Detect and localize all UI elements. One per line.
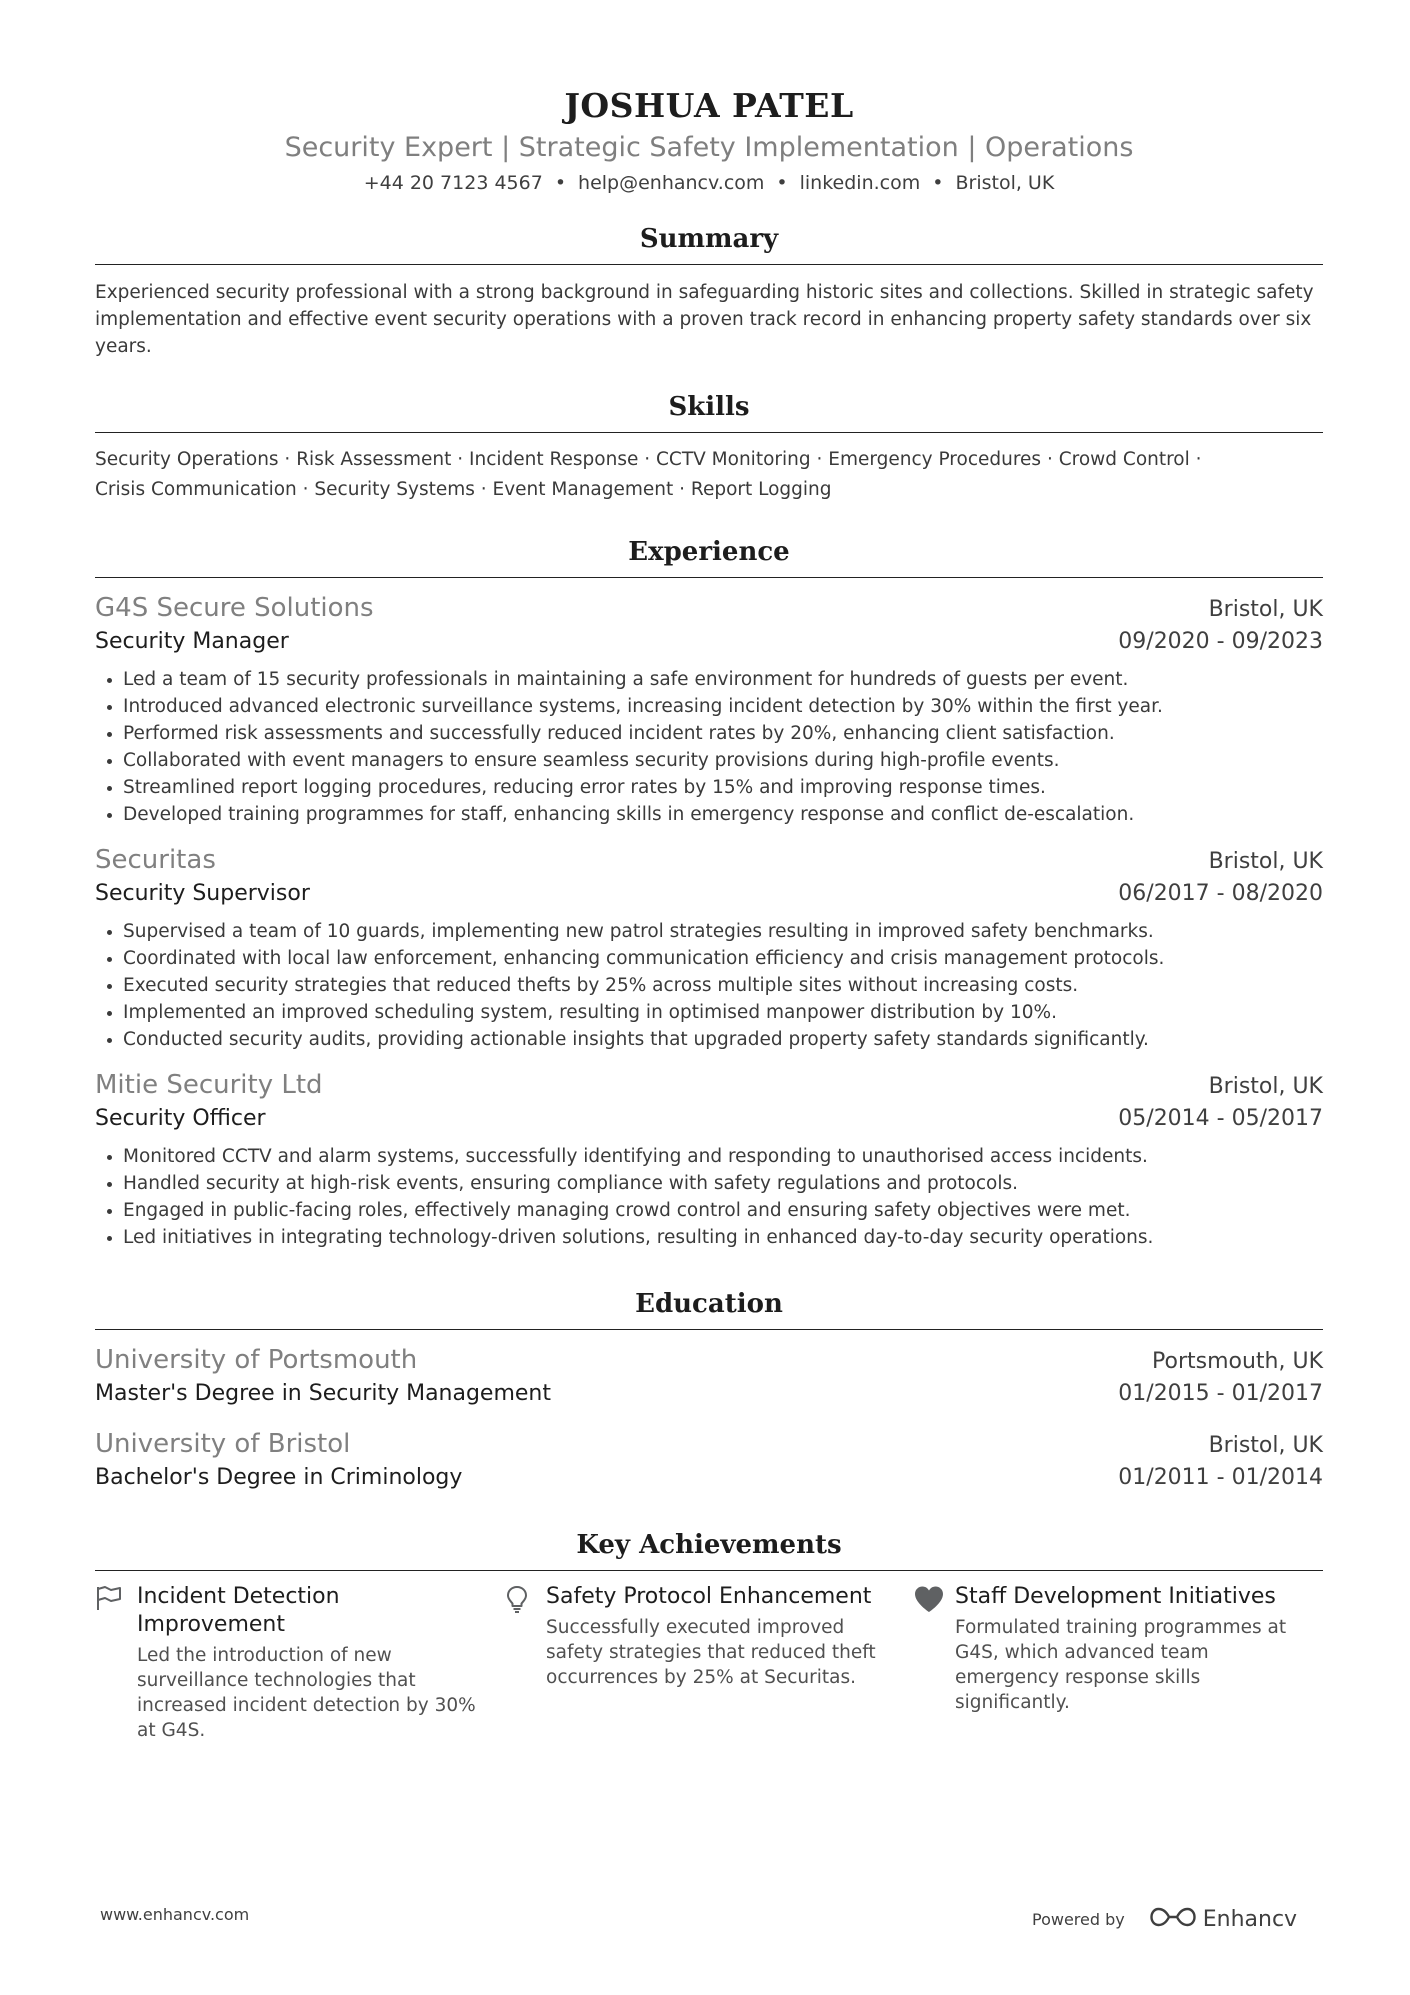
- job-title: Security Manager: [95, 629, 289, 654]
- separator-dot: •: [554, 172, 567, 194]
- skills-list: [95, 445, 1323, 505]
- achievement-title: Incident Detection Improvement: [137, 1584, 340, 1637]
- lightbulb-icon: [504, 1583, 546, 1743]
- education-dates: 01/2011 - 01/2014: [1118, 1465, 1323, 1490]
- section-title-experience: Experience: [95, 535, 1323, 578]
- education-entry: [95, 1342, 1323, 1410]
- skills-line: Security Operations · Risk Assessment · Incident Response · CCTV Monitoring · Emergency Procedures · Crowd Control ·: [95, 449, 1202, 470]
- company-name: G4S Secure Solutions: [95, 593, 374, 623]
- job-location: Bristol, UK: [1208, 597, 1323, 622]
- bullet-item: • Collaborated with event managers to ensure seamless security provisions during high-profile events.: [123, 747, 1323, 774]
- school-name: University of Portsmouth: [95, 1345, 418, 1375]
- school-location: Bristol, UK: [1208, 1433, 1323, 1458]
- section-title-summary: Summary: [95, 222, 1323, 265]
- experience-entry: [95, 590, 1323, 828]
- experience-entry: [95, 842, 1323, 1053]
- resume-page: [95, 0, 1323, 1743]
- bullet-item: • Supervised a team of 10 guards, implementing new patrol strategies resulting in improved safety benchmarks.: [123, 918, 1323, 945]
- flag-icon: [95, 1583, 137, 1743]
- section-title-skills: Skills: [95, 390, 1323, 433]
- location-text: Bristol, UK: [955, 172, 1055, 194]
- achievement-item: [95, 1583, 504, 1743]
- bullet-list: [95, 918, 1323, 1053]
- bullet-item: • Performed risk assessments and successfully reduced incident rates by 20%, enhancing client satisfaction.: [123, 720, 1323, 747]
- bullet-item: • Led a team of 15 security professionals in maintaining a safe environment for hundreds of guests per event.: [123, 666, 1323, 693]
- resume-header: [95, 0, 1323, 196]
- company-name: Mitie Security Ltd: [95, 1070, 323, 1100]
- separator-dot: •: [932, 172, 944, 194]
- education-section: [95, 1287, 1323, 1494]
- heart-icon: [913, 1583, 955, 1743]
- bullet-item: • Conducted security audits, providing actionable insights that upgraded property safety standards significantly.: [123, 1026, 1323, 1053]
- achievements-grid: [95, 1583, 1323, 1743]
- linkedin-link[interactable]: linkedin.com: [799, 172, 921, 194]
- skills-line: Crisis Communication · Security Systems · Event Management · Report Logging: [95, 479, 832, 500]
- section-title-education: Education: [95, 1287, 1323, 1330]
- job-title: Security Officer: [95, 1106, 266, 1131]
- footer-website-link[interactable]: www.enhancv.com: [100, 1905, 250, 1924]
- achievement-description: Led the introduction of new surveillance technologies that increased incident detection by 30% at G4S.: [137, 1645, 476, 1741]
- bullet-item: • Monitored CCTV and alarm systems, successfully identifying and responding to unauthorised access incidents.: [123, 1143, 1323, 1170]
- email-link[interactable]: help@enhancv.com: [578, 172, 765, 194]
- footer-brand: [1032, 1905, 1297, 1933]
- section-title-achievements: Key Achievements: [95, 1528, 1323, 1571]
- job-dates: 06/2017 - 08/2020: [1118, 881, 1323, 906]
- skills-section: [95, 390, 1323, 505]
- bullet-item: • Led initiatives in integrating technology-driven solutions, resulting in enhanced day-to-day security operations.: [123, 1224, 1323, 1251]
- experience-entry: [95, 1067, 1323, 1251]
- bullet-list: [95, 1143, 1323, 1251]
- achievement-item: [504, 1583, 913, 1743]
- achievement-title: Staff Development Initiatives: [955, 1584, 1276, 1609]
- enhancv-logo-icon: [1149, 1905, 1197, 1933]
- phone-number: +44 20 7123 4567: [363, 172, 543, 194]
- bullet-item: • Implemented an improved scheduling system, resulting in optimised manpower distribution by 10%.: [123, 999, 1323, 1026]
- job-dates: 05/2014 - 05/2017: [1118, 1106, 1323, 1131]
- education-dates: 01/2015 - 01/2017: [1118, 1381, 1323, 1406]
- bullet-item: • Introduced advanced electronic surveillance systems, increasing incident detection by 30% within the first year.: [123, 693, 1323, 720]
- degree-name: Master's Degree in Security Management: [95, 1381, 552, 1406]
- school-name: University of Bristol: [95, 1429, 351, 1459]
- bullet-item: • Executed security strategies that reduced thefts by 25% across multiple sites without increasing costs.: [123, 972, 1323, 999]
- job-location: Bristol, UK: [1208, 849, 1323, 874]
- separator-dot: •: [776, 172, 788, 194]
- achievement-item: [913, 1583, 1322, 1743]
- bullet-list: [95, 666, 1323, 828]
- job-dates: 09/2020 - 09/2023: [1118, 629, 1323, 654]
- achievement-description: Successfully executed improved safety strategies that reduced theft occurrences by 25% at Securitas.: [546, 1617, 876, 1688]
- bullet-item: • Handled security at high-risk events, ensuring compliance with safety regulations and protocols.: [123, 1170, 1323, 1197]
- experience-section: [95, 535, 1323, 1251]
- bullet-item: • Streamlined report logging procedures, reducing error rates by 15% and improving response times.: [123, 774, 1323, 801]
- bullet-item: • Engaged in public-facing roles, effectively managing crowd control and ensuring safety objectives were met.: [123, 1197, 1323, 1224]
- job-title: Security Supervisor: [95, 881, 310, 906]
- bullet-item: • Developed training programmes for staff, enhancing skills in emergency response and conflict de-escalation.: [123, 801, 1323, 828]
- summary-text: Experienced security professional with a strong background in safeguarding historic sites and collections. Skilled in strategic safety implementation and effective event security operations with a proven track record in enhancing property safety standards over six years.: [95, 282, 1314, 357]
- degree-name: Bachelor's Degree in Criminology: [95, 1465, 463, 1490]
- job-location: Bristol, UK: [1208, 1074, 1323, 1099]
- contact-line: [95, 170, 1323, 196]
- powered-by-label: Powered by: [1032, 1909, 1125, 1929]
- company-name: Securitas: [95, 845, 216, 875]
- school-location: Portsmouth, UK: [1152, 1349, 1323, 1374]
- candidate-name: JOSHUA PATEL: [564, 86, 854, 125]
- candidate-tagline: Security Expert | Strategic Safety Implementation | Operations: [284, 132, 1134, 163]
- achievements-section: [95, 1528, 1323, 1743]
- achievement-description: Formulated training programmes at G4S, which advanced team emergency response skills significantly.: [955, 1617, 1287, 1713]
- summary-section: [95, 222, 1323, 360]
- achievement-title: Safety Protocol Enhancement: [546, 1584, 872, 1609]
- enhancv-brand-name: Enhancv: [1202, 1906, 1298, 1932]
- education-entry: [95, 1426, 1323, 1494]
- bullet-item: • Coordinated with local law enforcement, enhancing communication efficiency and crisis management protocols.: [123, 945, 1323, 972]
